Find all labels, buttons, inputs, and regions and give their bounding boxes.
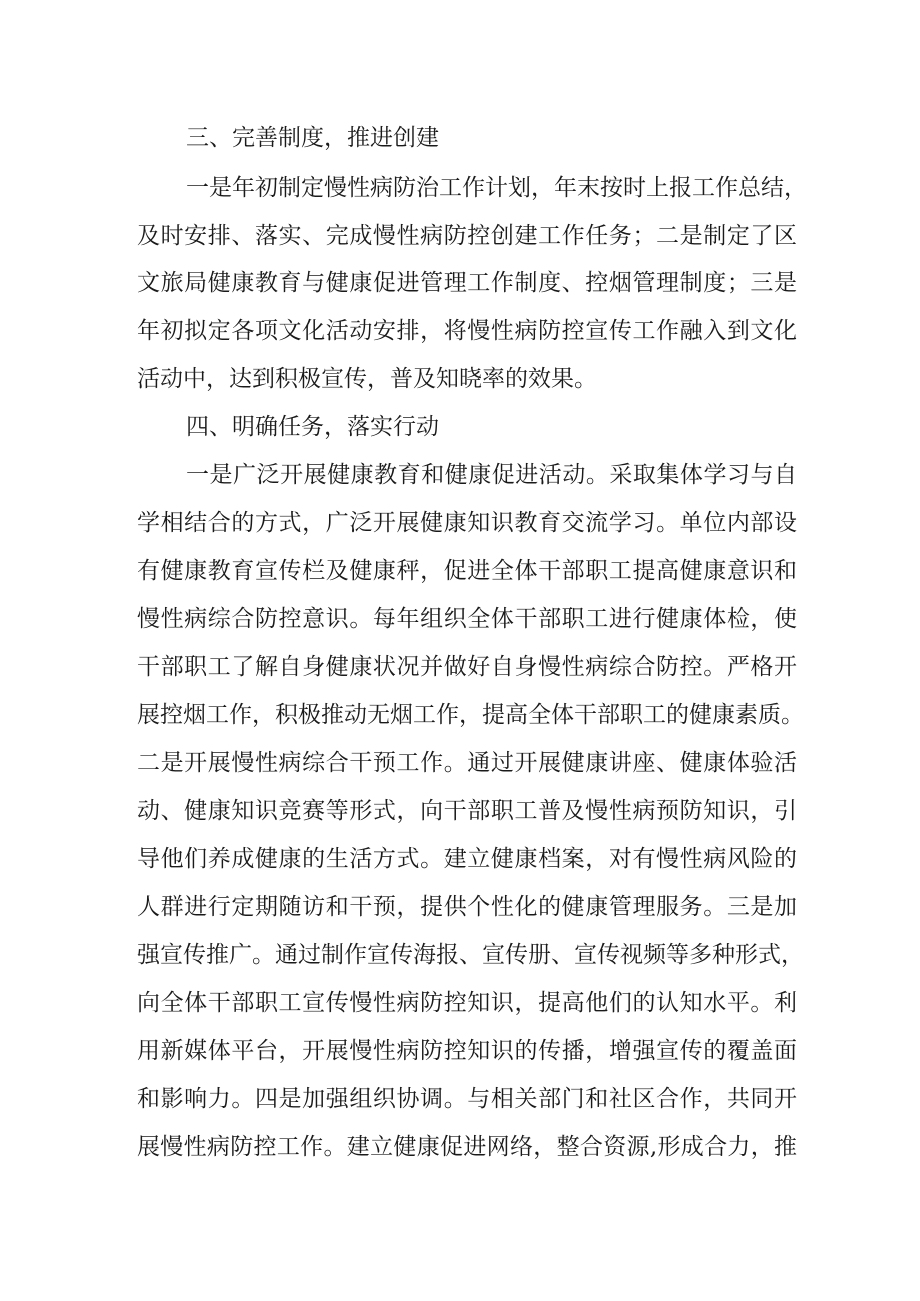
paragraph-line: 二是开展慢性病综合干预工作。通过开展健康讲座、健康体验活 (137, 750, 797, 776)
paragraph-line: 展慢性病防控工作。建立健康促进网络，整合资源,形成合力，推 (137, 1134, 797, 1160)
paragraph-line: 向全体干部职工宣传慢性病防控知识，提高他们的认知水平。利 (137, 990, 797, 1016)
section-heading-3: 三、完善制度，推进创建 (186, 125, 439, 151)
paragraph-line: 一是广泛开展健康教育和健康促进活动。采取集体学习与自 (186, 462, 797, 488)
paragraph-line: 学相结合的方式，广泛开展健康知识教育交流学习。单位内部设 (137, 510, 797, 536)
paragraph-line: 文旅局健康教育与健康促进管理工作制度、控烟管理制度；三是 (137, 270, 797, 296)
section-heading-4: 四、明确任务，落实行动 (186, 414, 439, 440)
paragraph-line: 导他们养成健康的生活方式。建立健康档案，对有慢性病风险的 (137, 846, 797, 872)
paragraph-line: 有健康教育宣传栏及健康秤，促进全体干部职工提高健康意识和 (137, 558, 797, 584)
paragraph-line: 和影响力。四是加强组织协调。与相关部门和社区合作，共同开 (137, 1086, 797, 1112)
paragraph-line: 年初拟定各项文化活动安排，将慢性病防控宣传工作融入到文化 (137, 318, 797, 344)
paragraph-line: 展控烟工作，积极推动无烟工作，提高全体干部职工的健康素质。 (137, 702, 804, 728)
paragraph-line: 慢性病综合防控意识。每年组织全体干部职工进行健康体检，使 (137, 606, 797, 632)
paragraph-line: 人群进行定期随访和干预，提供个性化的健康管理服务。三是加 (137, 894, 797, 920)
paragraph-line: 干部职工了解自身健康状况并做好自身慢性病综合防控。严格开 (137, 654, 797, 680)
paragraph-line: 一是年初制定慢性病防治工作计划，年末按时上报工作总结， (186, 175, 807, 201)
paragraph-line: 及时安排、落实、完成慢性病防控创建工作任务；二是制定了区 (137, 223, 797, 249)
paragraph-line: 动、健康知识竞赛等形式，向干部职工普及慢性病预防知识，引 (137, 798, 797, 824)
paragraph-line: 活动中，达到积极宣传，普及知晓率的效果。 (137, 366, 597, 392)
paragraph-line: 强宣传推广。通过制作宣传海报、宣传册、宣传视频等多种形式， (137, 942, 804, 968)
paragraph-line: 用新媒体平台，开展慢性病防控知识的传播，增强宣传的覆盖面 (137, 1038, 797, 1064)
